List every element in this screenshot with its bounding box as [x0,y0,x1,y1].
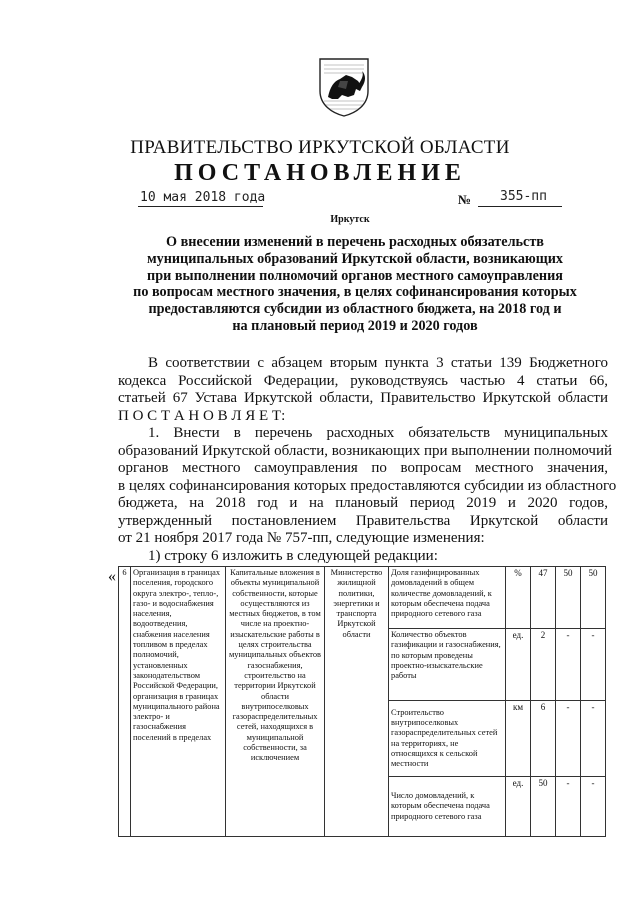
body-line: 1. Внести в перечень расходных обязательств муниципальных [148,425,608,441]
body-line: утвержденный постановлением Правительства Иркутской области [118,512,608,529]
number-sign: № [458,192,472,207]
indicator-name: Доля газифицированных домовладений в общем количестве домовладений, к которым обеспечена подача природного сетевого газа [389,567,506,629]
indicator-2020: - [581,629,606,701]
body-line: В соответствии с абзацем вторым пункта 3 статьи 139 Бюджетного [148,355,608,371]
indicator-2019: 50 [556,567,581,629]
title-line: при выполнении полномочий органов местного самоуправления [147,267,563,284]
number-underline [478,206,562,207]
document-kind: ПОСТАНОВЛЕНИЕ [174,160,466,186]
body-line: статьей 67 Устава Иркутской области, Правительство Иркутской области [118,390,608,406]
body-line: в целях софинансирования которых предоставляются субсидии из областного [118,477,617,494]
title-line: муниципальных образований Иркутской области, возникающих [146,250,564,267]
indicator-2018: 47 [531,567,556,629]
obligations-table [118,566,606,837]
indicator-2020: 50 [581,567,606,629]
decree-word: П О С Т А Н О В Л Я Е Т: [118,407,286,424]
table-row [119,567,606,629]
indicator-unit: ед. [506,777,531,837]
indicator-unit: % [506,567,531,629]
title-line: О внесении изменений в перечень расходных обязательств [166,234,544,250]
body-line: кодекса Российской Федерации, руководствуясь частью 4 статьи 66, [118,372,608,389]
document-title [110,234,600,335]
indicator-name: Строительство внутрипоселковых газораспределительных сетей на территориях, не относящихся к сельской местности [389,701,506,777]
document-body [118,355,617,565]
indicator-2018: 2 [531,629,556,701]
indicator-unit: км [506,701,531,777]
title-line: по вопросам местного значения, в целях софинансирования которых [133,284,577,301]
document-city: Иркутск [330,214,370,225]
government-name: ПРАВИТЕЛЬСТВО ИРКУТСКОЙ ОБЛАСТИ [130,137,510,158]
body-line: органов местного самоуправления по вопросам местного значения, [118,460,608,476]
indicator-2018: 6 [531,701,556,777]
indicator-name: Количество объектов газификации и газоснабжения, по которым проведены проектно-изыскательские работы [389,629,506,701]
coat-of-arms-icon [318,57,370,117]
body-line: образований Иркутской области, возникающих при выполнении полномочий [118,442,613,459]
indicator-2019: - [556,777,581,837]
indicator-unit: ед. [506,629,531,701]
indicator-2020: - [581,701,606,777]
body-line: 1) строку 6 изложить в следующей редакции: [148,547,438,564]
expense-cell: Капитальные вложения в объекты муниципальной собственности, которые осуществляются из местных бюджетов, в том числе на проектно-изыскательские работы в целях строительства муниципальных объектов газоснабжения, строительство на территории Иркутской области внутрипоселковых газораспределительных сетей, находящихся в муниципальной собственности, за исключением [226,567,325,837]
title-line: на плановый период 2019 и 2020 годов [232,317,478,334]
open-quote: « [108,568,116,585]
indicator-2019: - [556,701,581,777]
date-underline [138,206,263,207]
indicator-2018: 50 [531,777,556,837]
indicator-name: Число домовладений, к которым обеспечена подача природного сетевого газа [389,777,506,837]
obligation-cell: Организация в границах поселения, городского округа электро-, тепло-, газо- и водоснабжения населения, водоотведения, снабжения населения топливом в пределах полномочий, установленных законодательством Российской Федерации, организация в границах муниципального района электро- и газоснабжения поселений в пределах [131,567,226,837]
document-date: 10 мая 2018 года [140,190,266,205]
indicator-2020: - [581,777,606,837]
document-number: 355-пп [500,189,547,204]
title-line: предоставляются субсидии из областного бюджета, на 2018 год и [148,301,562,318]
indicator-2019: - [556,629,581,701]
body-line: от 21 ноября 2017 года № 757-пп, следующие изменения: [118,530,485,546]
body-line: бюджета, на 2018 год и на плановый период 2019 и 2020 годов, [118,495,608,511]
ministry-cell: Министерство жилищной политики, энергетики и транспорта Иркутской области [325,567,389,837]
row-number-cell: 6 [119,567,131,837]
